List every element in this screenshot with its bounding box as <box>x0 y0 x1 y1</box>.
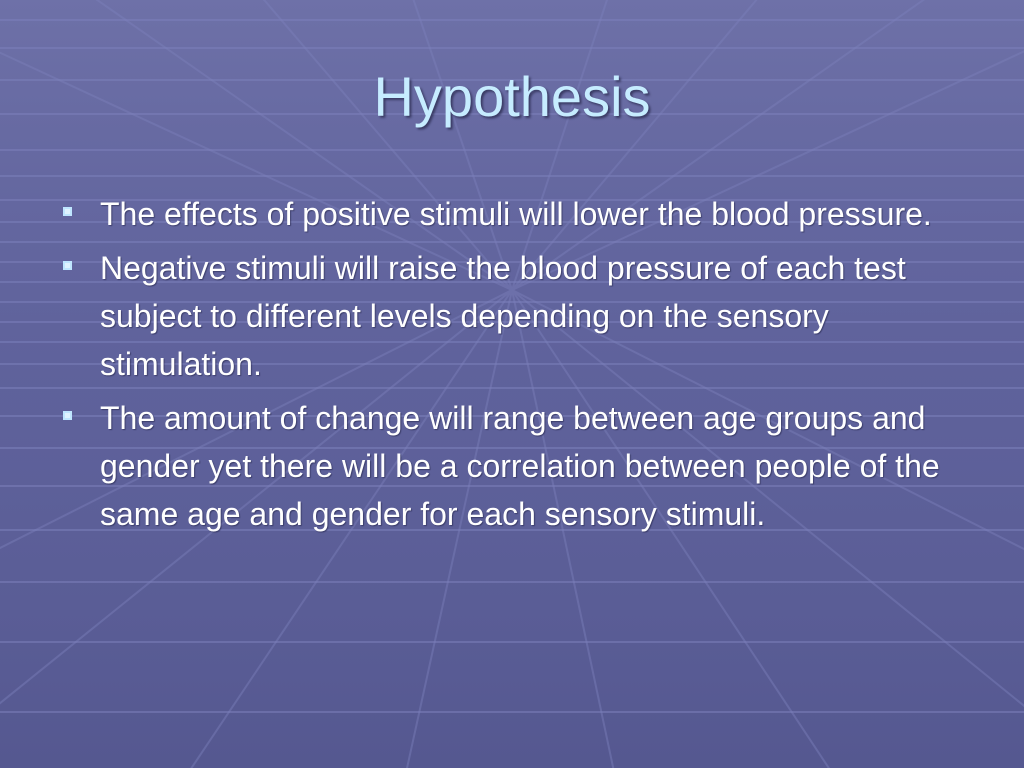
bullet-item <box>62 394 962 538</box>
bullet-list <box>62 190 962 544</box>
square-bullet-icon <box>63 261 72 270</box>
bullet-item <box>62 244 962 388</box>
bullet-text: The amount of change will range between age groups and gender yet there will be a correlation between people of the same age and gender for each sensory stimuli. <box>100 400 940 532</box>
square-bullet-icon <box>63 207 72 216</box>
slide-title: Hypothesis <box>373 65 651 128</box>
bullet-item <box>62 190 962 238</box>
bullet-text: Negative stimuli will raise the blood pressure of each test subject to different levels depending on the sensory stimulation. <box>100 250 906 382</box>
square-bullet-icon <box>63 411 72 420</box>
bullet-text: The effects of positive stimuli will lower the blood pressure. <box>100 196 932 232</box>
